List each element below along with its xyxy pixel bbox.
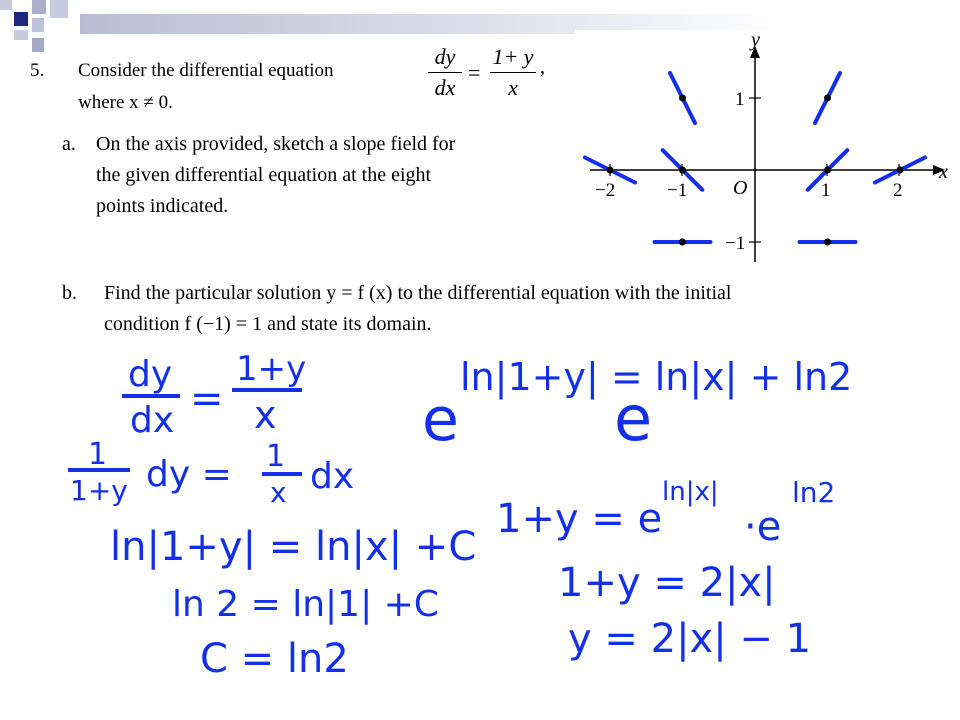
equals-sign: = [468, 60, 481, 85]
x-tick-label: −2 [595, 180, 616, 201]
hw-ln-equation: ln|1+y| = ln|x| +C [110, 524, 477, 570]
hw-exponent-ln2: ln2 [792, 476, 836, 509]
hw-x-denominator: x [270, 476, 287, 509]
equation-comma: , [540, 56, 545, 78]
hw-final-solution: y = 2|x| − 1 [568, 616, 812, 662]
hw-dot-e: ·e [744, 504, 782, 550]
grid-point [607, 167, 614, 174]
problem-number: 5. [30, 60, 45, 81]
part-b-line-2: condition f (−1) = 1 and state its domain. [104, 313, 432, 335]
part-a-line-1: On the axis provided, sketch a slope field for [96, 133, 456, 155]
grid-point [824, 167, 831, 174]
origin-label: O [733, 177, 748, 199]
deco-square [14, 30, 28, 40]
x-tick-label: −1 [667, 180, 688, 201]
dy-dx-fraction: dy dx [428, 44, 462, 101]
x-tick-label: 1 [821, 180, 831, 201]
hw-one-right: 1 [266, 439, 286, 474]
grid-point [824, 95, 831, 102]
deco-square [32, 0, 46, 14]
hw-exponent-lnx: ln|x| [662, 477, 719, 507]
hw-c-equation: C = ln2 [200, 636, 349, 682]
x-axis-label: x [939, 161, 948, 183]
part-b-line-1: Find the particular solution y = f (x) to the differential equation with the initial [104, 282, 732, 304]
grid-point [679, 239, 686, 246]
hw-x: x [254, 393, 277, 437]
rhs-fraction: 1+ y x [490, 44, 536, 101]
hw-equals: = [190, 376, 224, 422]
hw-e-base-right: e [614, 382, 653, 455]
grid-point [824, 239, 831, 246]
hw-1plusy: 1+y [236, 349, 307, 389]
hw-exponent-equation: ln|1+y| = ln|x| + ln2 [460, 355, 853, 399]
hw-1plusy-e: 1+y = e [496, 496, 663, 542]
hw-one: 1 [88, 437, 108, 472]
hw-dx: dx [130, 400, 175, 441]
deco-square [32, 38, 44, 52]
problem-condition: where x ≠ 0. [78, 92, 173, 113]
y-tick-label: −1 [725, 233, 746, 254]
handwriting-right [422, 355, 852, 662]
deco-square [32, 18, 44, 32]
slope-field-graph [575, 30, 960, 270]
grid-point [897, 167, 904, 174]
part-a-label: a. [62, 133, 76, 155]
grid-point [679, 95, 686, 102]
x-tick-label: 2 [893, 180, 903, 201]
hw-1plusy-2x: 1+y = 2|x| [558, 560, 776, 606]
hw-e-base: e [422, 385, 459, 455]
hw-dy: dy [128, 354, 173, 395]
deco-square [14, 12, 28, 26]
part-a-line-3: points indicated. [96, 195, 229, 217]
equation-fraction [428, 44, 568, 104]
problem-intro: Consider the differential equation [78, 60, 334, 81]
hw-ln2-equation: ln 2 = ln|1| +C [172, 584, 439, 625]
part-b-label: b. [62, 282, 77, 304]
y-tick-label: 1 [735, 89, 745, 110]
part-a-line-2: the given differential equation at the eight [96, 164, 432, 186]
hw-1plusy-denominator: 1+y [70, 474, 128, 507]
handwriting-left [68, 349, 476, 682]
deco-square [0, 0, 12, 10]
y-axis-label: y [751, 30, 760, 51]
hw-dx-right: dx [310, 456, 355, 497]
grid-point [679, 167, 686, 174]
hw-dy-equals: dy = [146, 454, 232, 495]
deco-square [50, 0, 68, 18]
